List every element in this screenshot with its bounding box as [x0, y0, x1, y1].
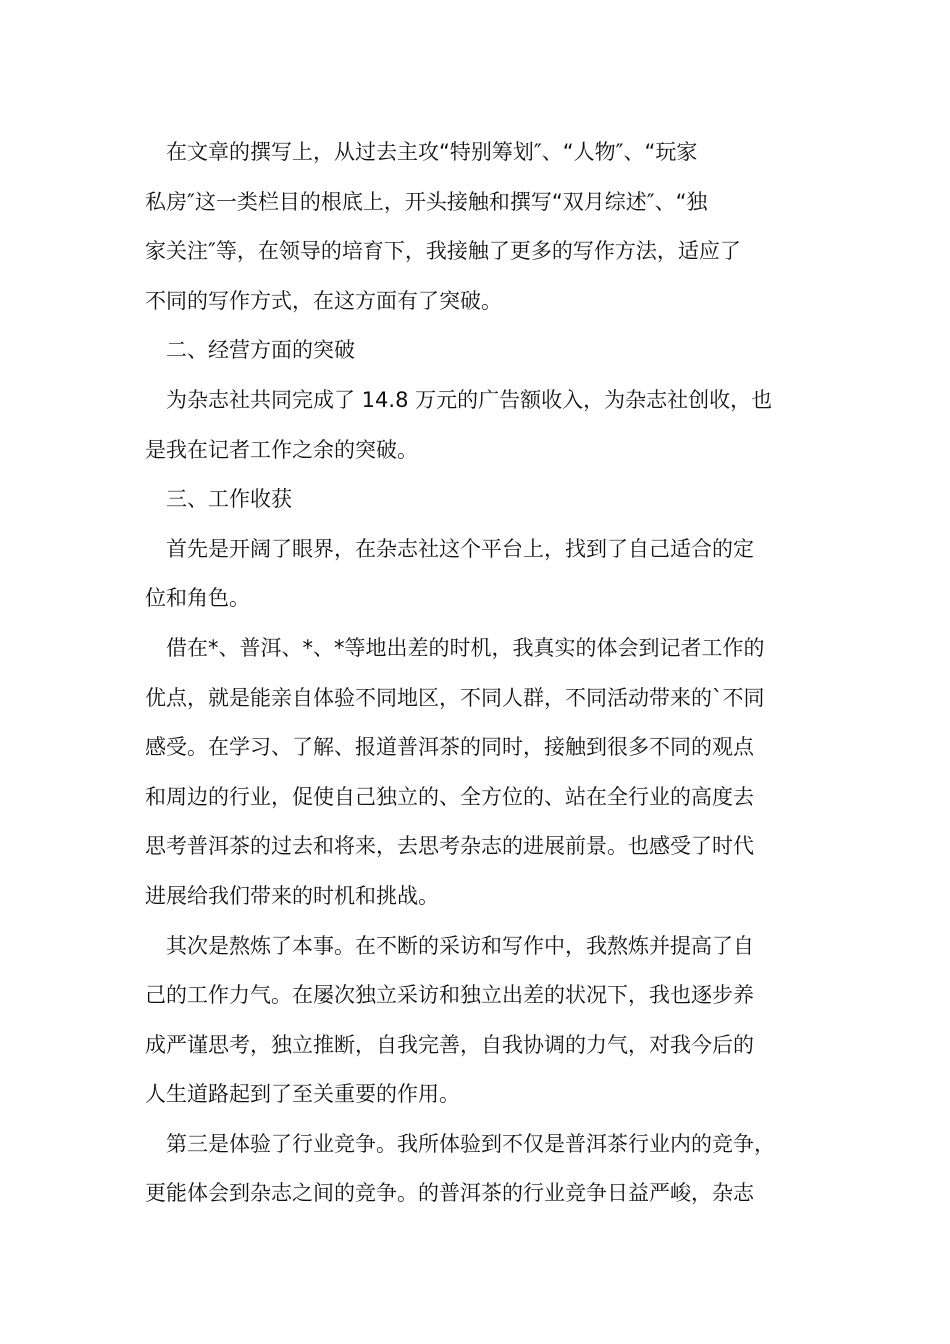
- paragraph-line: 位和角色。: [145, 586, 250, 611]
- paragraph-line: 借在*、普洱、*、*等地出差的时机，我真实的体会到记者工作的: [166, 635, 765, 660]
- section-heading: 二、经营方面的突破: [166, 338, 355, 363]
- paragraph-line: 成严谨思考，独立推断，自我完善，自我协调的力气，对我今后的: [145, 1032, 754, 1057]
- paragraph-line: 思考普洱茶的过去和将来，去思考杂志的进展前景。也感受了时代: [145, 834, 754, 859]
- paragraph-line: 人生道路起到了至关重要的作用。: [145, 1082, 460, 1107]
- paragraph-line: 是我在记者工作之余的突破。: [145, 437, 418, 462]
- paragraph-line: 更能体会到杂志之间的竞争。的普洱茶的行业竞争日益严峻，杂志: [145, 1181, 754, 1206]
- paragraph-line: 在文章的撰写上，从过去主攻“特别筹划″、“人物″、“玩家: [166, 140, 698, 164]
- section-heading: 三、工作收获: [166, 487, 292, 512]
- paragraph-line: 首先是开阔了眼界，在杂志社这个平台上，找到了自己适合的定: [166, 536, 754, 561]
- paragraph-line: 私房″这一类栏目的根底上，开头接触和撰写“双月综述″、“独: [145, 189, 708, 214]
- paragraph-line: 为杂志社共同完成了 14.8 万元的广告额收入，为杂志社创收，也: [166, 387, 773, 412]
- paragraph-line: 家关注″等，在领导的培育下，我接触了更多的写作方法，适应了: [145, 239, 741, 264]
- paragraph-line: 己的工作力气。在屡次独立采访和独立出差的状况下，我也逐步养: [145, 983, 754, 1008]
- paragraph-line: 进展给我们带来的时机和挑战。: [145, 883, 439, 908]
- paragraph-line: 不同的写作方式，在这方面有了突破。: [145, 288, 502, 313]
- document-body: [145, 128, 810, 1219]
- paragraph-line: 其次是熬炼了本事。在不断的采访和写作中，我熬炼并提高了自: [166, 933, 754, 958]
- paragraph-line: 第三是体验了行业竞争。我所体验到不仅是普洱茶行业内的竞争，: [166, 1131, 775, 1156]
- paragraph-line: 和周边的行业，促使自己独立的、全方位的、站在全行业的高度去: [145, 784, 754, 809]
- paragraph-line: 感受。在学习、了解、报道普洱茶的同时，接触到很多不同的观点: [145, 735, 754, 760]
- paragraph-line: 优点，就是能亲自体验不同地区，不同人群，不同活动带来的`不同: [145, 685, 765, 710]
